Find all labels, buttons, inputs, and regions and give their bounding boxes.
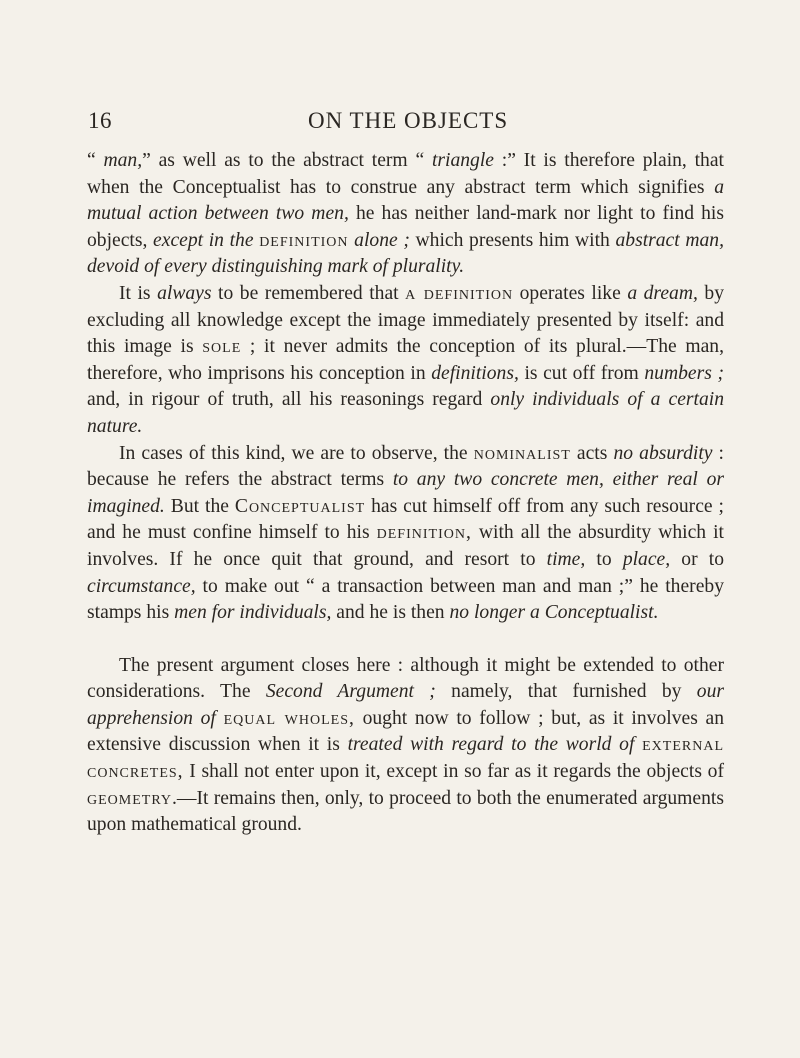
italic-text: except in the (153, 229, 254, 251)
italic-text: definitions, (431, 362, 519, 384)
small-caps-text: external concretes, (87, 734, 725, 783)
text-run: But the (164, 495, 235, 517)
italic-text: triangle (431, 150, 494, 171)
paragraph (87, 653, 724, 839)
text-run: he has neither land-mark nor light to find his objects, (87, 203, 725, 251)
italic-text: our apprehension of (87, 681, 724, 729)
italic-text: abstract man, devoid of every distinguishing mark of plurality. (87, 229, 724, 278)
text-run: has cut himself off from any such resource ; and he must confine himself to his (87, 495, 724, 544)
text-run: :” It is therefore plain, that when the Conceptualist has to construe any abstract term which signifies (87, 150, 724, 198)
text-run: In cases of this kind, we are to observe, the (119, 442, 474, 464)
text-run: acts (570, 442, 614, 464)
text-run: or to (670, 548, 724, 570)
small-caps-text: definition (259, 229, 349, 251)
running-title: ON THE OBJECTS (308, 108, 509, 133)
text-run: and, in rigour of truth, all his reasonings regard (87, 389, 491, 411)
page-number: 16 (88, 108, 112, 133)
text-run: ought now to follow ; but, as it involves an extensive discussion when it is (87, 707, 724, 756)
body-text (87, 148, 724, 839)
italic-text: numbers ; (644, 362, 724, 384)
italic-text: time, (546, 548, 586, 570)
text-run: It is (119, 282, 158, 304)
italic-text: men for individuals, (174, 602, 332, 624)
small-caps-text: geometry (87, 787, 172, 809)
small-caps-text: equal wholes, (223, 707, 355, 729)
text-run: with all the absurdity which it involves. If he once quit that ground, and resort to (87, 522, 724, 570)
italic-text: to any two concrete men, either real or imagined. (87, 469, 724, 517)
text-run: which presents him with (409, 229, 616, 251)
text-run: to make out “ a transaction between man and man ;” he thereby stamps his (87, 575, 724, 624)
italic-text: alone ; (354, 229, 410, 251)
small-caps-text: sole (202, 336, 242, 358)
text-run: The present argument closes here : although it might be extended to other considerations. The (87, 654, 724, 703)
small-caps-text: nominalist (473, 442, 571, 464)
text-run: I shall not enter upon it, except in so far as it regards the objects of (183, 761, 724, 783)
text-run (634, 734, 642, 755)
text-run: to be remembered that (211, 282, 406, 304)
italic-text: treated with regard to the world of (347, 734, 635, 756)
text-run: to (585, 548, 623, 570)
text-run (216, 708, 224, 729)
italic-text: only individuals of a certain nature. (87, 389, 724, 437)
text-run: is cut off from (518, 362, 645, 384)
italic-text: always (157, 282, 212, 304)
text-run: operates like (513, 282, 628, 304)
italic-text: place, (622, 548, 671, 570)
paragraph (87, 441, 724, 627)
text-run: namely, that furnished by (435, 681, 697, 703)
italic-text: a dream, (627, 282, 698, 304)
small-caps-text: definition, (376, 522, 472, 544)
text-run: and he is then (331, 602, 450, 624)
small-caps-text: a definition (405, 282, 514, 304)
italic-text: man, (103, 150, 143, 171)
paragraph (87, 281, 724, 441)
text-run: ; it never admits the conception of its plural.—The man, therefore, who imprisons his conception in (87, 336, 724, 384)
text-run: by excluding all knowledge except the image immediately presented by itself: and this image is (87, 282, 724, 358)
text-run: ” as well as to the abstract term “ (142, 150, 432, 171)
italic-text: Second Argument ; (265, 681, 436, 703)
italic-text: no longer a Conceptualist. (449, 602, 659, 624)
italic-text: no absurdity (613, 442, 713, 464)
text-run: .—It remains then, only, to proceed to both the enumerated arguments upon mathematical ground. (87, 787, 724, 836)
text-run: “ (87, 150, 104, 171)
paragraph (87, 148, 724, 281)
italic-text: circumstance, (87, 575, 196, 597)
italic-text: a mutual action between two men, (87, 176, 724, 225)
text-run: : because he refers the abstract terms (87, 442, 725, 491)
small-caps-text: Conceptualist (234, 495, 366, 517)
